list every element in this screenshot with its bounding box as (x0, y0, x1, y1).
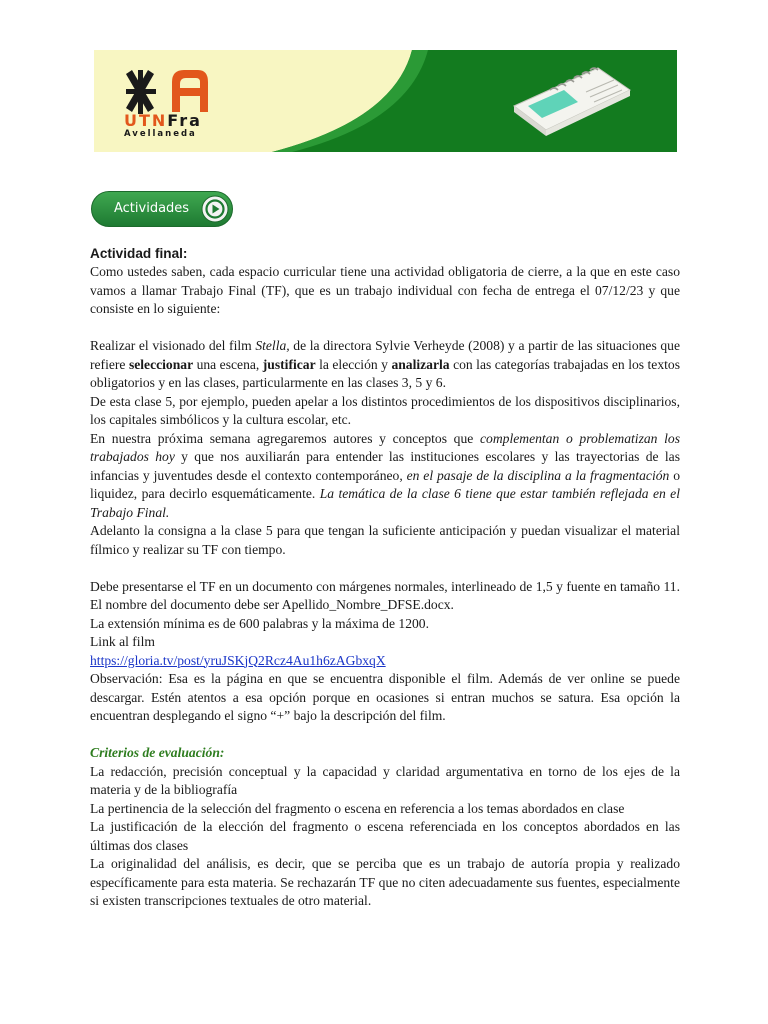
advance-paragraph: Adelanto la consigna a la clase 5 para que tengan la suficiente anticipación y puedan visualizar el material fílmico y realizar su TF con tiempo. (90, 523, 680, 557)
next-week-paragraph (90, 430, 680, 523)
text-run: o liquidez, para decirlo esquemáticamente. (90, 467, 681, 501)
length-paragraph: La extensión mínima es de 600 palabras y la máxima de 1200. (90, 615, 429, 631)
observation-paragraph: Observación: Esa es la página en que se encuentra disponible el film. Además de ver online se puede descargar. Estén atentos a esa opción porque en ocasiones si entran muchos se satura. Esa opción la encuentran desplegando el signo “+” bajo la descripción del film. (90, 671, 680, 723)
film-link[interactable]: https://gloria.tv/post/yruJSKjQ2Rcz4Au1h6zAGbxqX (90, 652, 386, 668)
text-run: la elección y (315, 356, 392, 372)
logo-wordmark (124, 113, 202, 129)
text-run: y que nos auxiliarán para entender las instituciones escolares y las trayectorias de las infancias y juventudes desde el contexto contemporáneo, (90, 449, 680, 483)
notebook-illustration-icon (506, 60, 636, 140)
section-title: Actividad final: (90, 246, 188, 261)
text-run: Realizar el visionado del film (90, 338, 256, 353)
text-run: una escena, (193, 356, 263, 372)
header-banner (94, 50, 677, 152)
italic-run: La temática de la clase 6 tiene que estar también reflejada en el Trabajo Final. (90, 486, 680, 520)
bold-term: seleccionar (128, 356, 194, 372)
criterion-item: La redacción, precisión conceptual y la capacidad y claridad argumentativa en torno de los ejes de la materia y de la bibliografía (90, 763, 680, 797)
task-paragraph (90, 337, 680, 393)
play-icon (201, 195, 229, 223)
logo-fra: Fra (167, 111, 202, 130)
film-link-label: Link al film (90, 634, 155, 649)
intro-paragraph: Como ustedes saben, cada espacio curricular tiene una actividad obligatoria de cierre, a la que en este caso vamos a llamar Trabajo Final (TF), que es un trabajo individual con fecha de entrega el 07/12/23 y que consiste en lo siguiente: (90, 264, 680, 316)
document-body (90, 244, 680, 911)
bold-term: justificar (262, 356, 316, 372)
logo-subtitle: Avellaneda (124, 129, 197, 139)
film-link-line (90, 652, 680, 671)
criterion-item: La pertinencia de la selección del fragmento o escena en referencia a los temas abordados en clase (90, 800, 625, 816)
class5-paragraph: De esta clase 5, por ejemplo, pueden apelar a los distintos procedimientos de los dispositivos disciplinarios, los capitales simbólicos y la cultura escolar, etc. (90, 393, 680, 427)
bold-term: analizarla (391, 356, 450, 372)
logo-utn: UTN (124, 111, 168, 130)
criterion-item: La justificación de la elección del fragmento o escena referenciada en los conceptos abordados en las últimas dos clases (90, 819, 680, 853)
criteria-title: Criterios de evaluación: (90, 745, 225, 760)
text-run: con las categorías trabajadas en los textos obligatorios y en las clases, particularmente en las clases 3, 5 y 6. (90, 356, 680, 390)
italic-run: en el pasaje de la disciplina a la fragmentación (406, 467, 670, 483)
film-title: Stella, (255, 338, 290, 353)
italic-run: complementan o problematizan los trabajados hoy (90, 430, 681, 464)
text-run: de la directora Sylvie Verheyde (2008) y a partir de las situaciones que refiere (90, 338, 680, 372)
criterion-item: La originalidad del análisis, es decir, que se perciba que es un trabajo de autoría propia y realizado específicamente para esta materia. Se rechazarán TF que no citen adecuadamente sus fuentes, especialmente si existen transcripciones textuales de otro material. (90, 856, 680, 908)
activities-button[interactable] (91, 191, 233, 227)
format-paragraph: Debe presentarse el TF en un documento con márgenes normales, interlineado de 1,5 y fuente en tamaño 11. El nombre del documento debe ser Apellido_Nombre_DFSE.docx. (90, 578, 680, 612)
activities-button-label: Actividades (114, 201, 190, 216)
text-run: En nuestra próxima semana agregaremos autores y conceptos que (90, 430, 480, 446)
